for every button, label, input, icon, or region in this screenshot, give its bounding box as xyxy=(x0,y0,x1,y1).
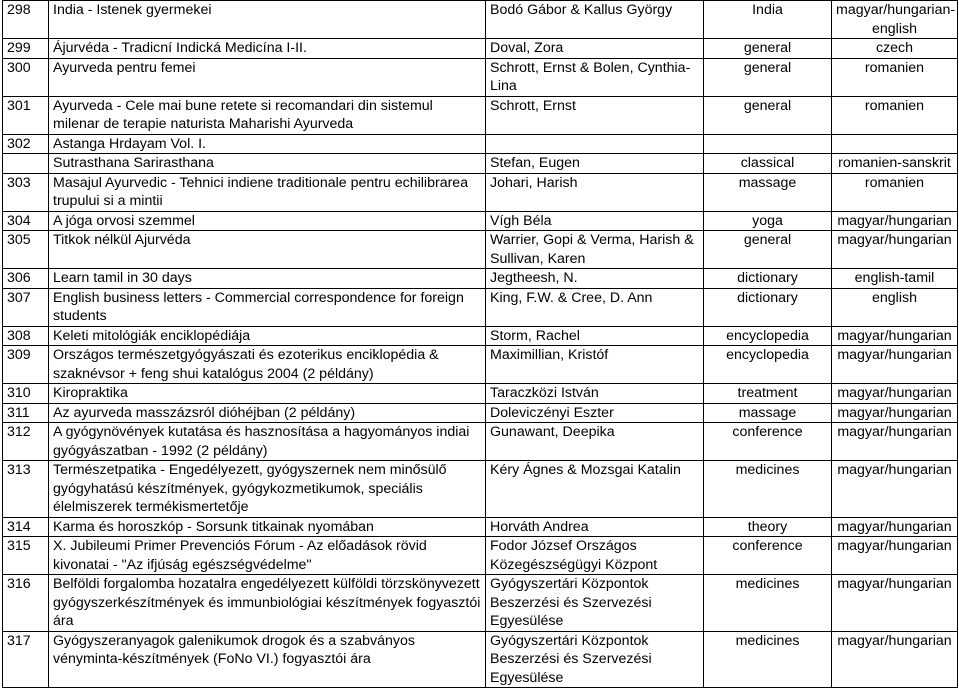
row-number: 306 xyxy=(3,269,49,289)
book-author: King, F.W. & Cree, D. Ann xyxy=(486,288,704,326)
table-row xyxy=(3,173,958,211)
row-number: 316 xyxy=(3,575,49,632)
book-author: Vígh Béla xyxy=(486,211,704,231)
book-title: Titkok nélkül Ajurvéda xyxy=(49,231,486,269)
book-category xyxy=(704,134,832,154)
catalog-body xyxy=(3,1,958,688)
book-author: Doval, Zora xyxy=(486,39,704,59)
book-author: Johari, Harish xyxy=(486,173,704,211)
row-number: 303 xyxy=(3,173,49,211)
book-language: romanien xyxy=(832,96,958,134)
table-row xyxy=(3,575,958,632)
book-title: X. Jubileumi Primer Prevenciós Fórum - Az előadások rövid kivonatai - "Az ifjúság egészségvédelme" xyxy=(49,537,486,575)
row-number: 299 xyxy=(3,39,49,59)
book-language: czech xyxy=(832,39,958,59)
book-category: treatment xyxy=(704,384,832,404)
row-number xyxy=(3,154,49,174)
book-category: medicines xyxy=(704,631,832,688)
book-language: english xyxy=(832,288,958,326)
row-number: 314 xyxy=(3,517,49,537)
book-category: general xyxy=(704,231,832,269)
row-number: 298 xyxy=(3,1,49,39)
table-row xyxy=(3,1,958,39)
book-language: romanien xyxy=(832,58,958,96)
table-row xyxy=(3,39,958,59)
book-title: Keleti mitológiák enciklopédiája xyxy=(49,326,486,346)
book-author: Jegtheesh, N. xyxy=(486,269,704,289)
table-row xyxy=(3,384,958,404)
table-row xyxy=(3,423,958,461)
table-row xyxy=(3,231,958,269)
book-title: Országos természetgyógyászati és ezoterikus enciklopédia & szaknévsor + feng shui katalógus 2004 (2 példány) xyxy=(49,346,486,384)
book-author: Gunawant, Deepika xyxy=(486,423,704,461)
row-number: 313 xyxy=(3,461,49,518)
row-number: 310 xyxy=(3,384,49,404)
book-author: Schrott, Ernst xyxy=(486,96,704,134)
row-number: 311 xyxy=(3,403,49,423)
book-language: magyar/hungarian xyxy=(832,537,958,575)
book-title: Learn tamil in 30 days xyxy=(49,269,486,289)
book-language: magyar/hungarian xyxy=(832,384,958,404)
book-title: Karma és horoszkóp - Sorsunk titkainak nyomában xyxy=(49,517,486,537)
table-row xyxy=(3,134,958,154)
row-number: 312 xyxy=(3,423,49,461)
book-category: massage xyxy=(704,173,832,211)
book-author: Schrott, Ernst & Bolen, Cynthia-Lina xyxy=(486,58,704,96)
row-number: 301 xyxy=(3,96,49,134)
book-category: dictionary xyxy=(704,269,832,289)
table-row xyxy=(3,269,958,289)
row-number: 309 xyxy=(3,346,49,384)
book-category: medicines xyxy=(704,575,832,632)
row-number: 302 xyxy=(3,134,49,154)
book-author: Taraczközi István xyxy=(486,384,704,404)
book-author: Warrier, Gopi & Verma, Harish & Sullivan, Karen xyxy=(486,231,704,269)
book-language xyxy=(832,134,958,154)
book-category: encyclopedia xyxy=(704,326,832,346)
row-number: 300 xyxy=(3,58,49,96)
book-title: Astanga Hrdayam Vol. I. xyxy=(49,134,486,154)
book-author: Horváth Andrea xyxy=(486,517,704,537)
book-language: magyar/hungarian xyxy=(832,231,958,269)
book-title: Ájurvéda - Tradicní Indická Medicína I-II. xyxy=(49,39,486,59)
book-category: general xyxy=(704,39,832,59)
book-category: yoga xyxy=(704,211,832,231)
book-language: magyar/hungarian xyxy=(832,346,958,384)
book-title: A gyógynövények kutatása és hasznosítása a hagyományos indiai gyógyászatban - 1992 (2 példány) xyxy=(49,423,486,461)
book-language: magyar/hungarian-english xyxy=(832,1,958,39)
table-row xyxy=(3,211,958,231)
table-row xyxy=(3,154,958,174)
book-author: Doleviczényi Eszter xyxy=(486,403,704,423)
row-number: 307 xyxy=(3,288,49,326)
table-row xyxy=(3,346,958,384)
book-language: magyar/hungarian xyxy=(832,517,958,537)
book-category: conference xyxy=(704,537,832,575)
table-row xyxy=(3,537,958,575)
table-row xyxy=(3,461,958,518)
row-number: 308 xyxy=(3,326,49,346)
book-title: English business letters - Commercial correspondence for foreign students xyxy=(49,288,486,326)
book-title: Ayurveda pentru femei xyxy=(49,58,486,96)
book-author: Stefan, Eugen xyxy=(486,154,704,174)
book-category: general xyxy=(704,96,832,134)
book-title: Kiropraktika xyxy=(49,384,486,404)
book-author: Kéry Ágnes & Mozsgai Katalin xyxy=(486,461,704,518)
row-number: 317 xyxy=(3,631,49,688)
table-row xyxy=(3,326,958,346)
book-author: Fodor József Országos Közegészségügyi Központ xyxy=(486,537,704,575)
table-row xyxy=(3,517,958,537)
book-title: Masajul Ayurvedic - Tehnici indiene traditionale pentru echilibrarea trupului si a mintii xyxy=(49,173,486,211)
book-category: medicines xyxy=(704,461,832,518)
book-language: english-tamil xyxy=(832,269,958,289)
book-category: encyclopedia xyxy=(704,346,832,384)
book-catalog-table xyxy=(2,0,958,688)
book-title: A jóga orvosi szemmel xyxy=(49,211,486,231)
book-language: magyar/hungarian xyxy=(832,211,958,231)
row-number: 315 xyxy=(3,537,49,575)
book-author: Bodó Gábor & Kallus György xyxy=(486,1,704,39)
book-category: conference xyxy=(704,423,832,461)
book-language: romanien xyxy=(832,173,958,211)
book-category: India xyxy=(704,1,832,39)
book-language: magyar/hungarian xyxy=(832,575,958,632)
book-author: Storm, Rachel xyxy=(486,326,704,346)
book-title: Természetpatika - Engedélyezett, gyógyszernek nem minősülő gyógyhatású készítmények, gyógykozmetikumok, speciális élelmiszerek termékismertetője xyxy=(49,461,486,518)
book-author: Maximillian, Kristóf xyxy=(486,346,704,384)
book-category: dictionary xyxy=(704,288,832,326)
book-language: magyar/hungarian xyxy=(832,461,958,518)
row-number: 305 xyxy=(3,231,49,269)
book-author xyxy=(486,134,704,154)
book-title: Belföldi forgalomba hozatalra engedélyezett külföldi törzskönyvezett gyógyszerkészítmények és immunbiológiai készítmények fogyasztói ára xyxy=(49,575,486,632)
book-author: Gyógyszertári Központok Beszerzési és Szervezési Egyesülése xyxy=(486,575,704,632)
book-title: Sutrasthana Sarirasthana xyxy=(49,154,486,174)
book-language: magyar/hungarian xyxy=(832,631,958,688)
book-category: theory xyxy=(704,517,832,537)
row-number: 304 xyxy=(3,211,49,231)
table-row xyxy=(3,96,958,134)
table-row xyxy=(3,288,958,326)
book-language: romanien-sanskrit xyxy=(832,154,958,174)
table-row xyxy=(3,631,958,688)
book-title: Az ayurveda masszázsról dióhéjban (2 példány) xyxy=(49,403,486,423)
book-title: Gyógyszeranyagok galenikumok drogok és a szabványos vényminta-készítmények (FoNo VI.) fogyasztói ára xyxy=(49,631,486,688)
book-category: general xyxy=(704,58,832,96)
book-category: classical xyxy=(704,154,832,174)
book-author: Gyógyszertári Központok Beszerzési és Szervezési Egyesülése xyxy=(486,631,704,688)
book-language: magyar/hungarian xyxy=(832,326,958,346)
book-title: India - Istenek gyermekei xyxy=(49,1,486,39)
book-title: Ayurveda - Cele mai bune retete si recomandari din sistemul milenar de terapie naturista Maharishi Ayurveda xyxy=(49,96,486,134)
book-category: massage xyxy=(704,403,832,423)
table-row xyxy=(3,403,958,423)
book-language: magyar/hungarian xyxy=(832,423,958,461)
table-row xyxy=(3,58,958,96)
book-language: magyar/hungarian xyxy=(832,403,958,423)
